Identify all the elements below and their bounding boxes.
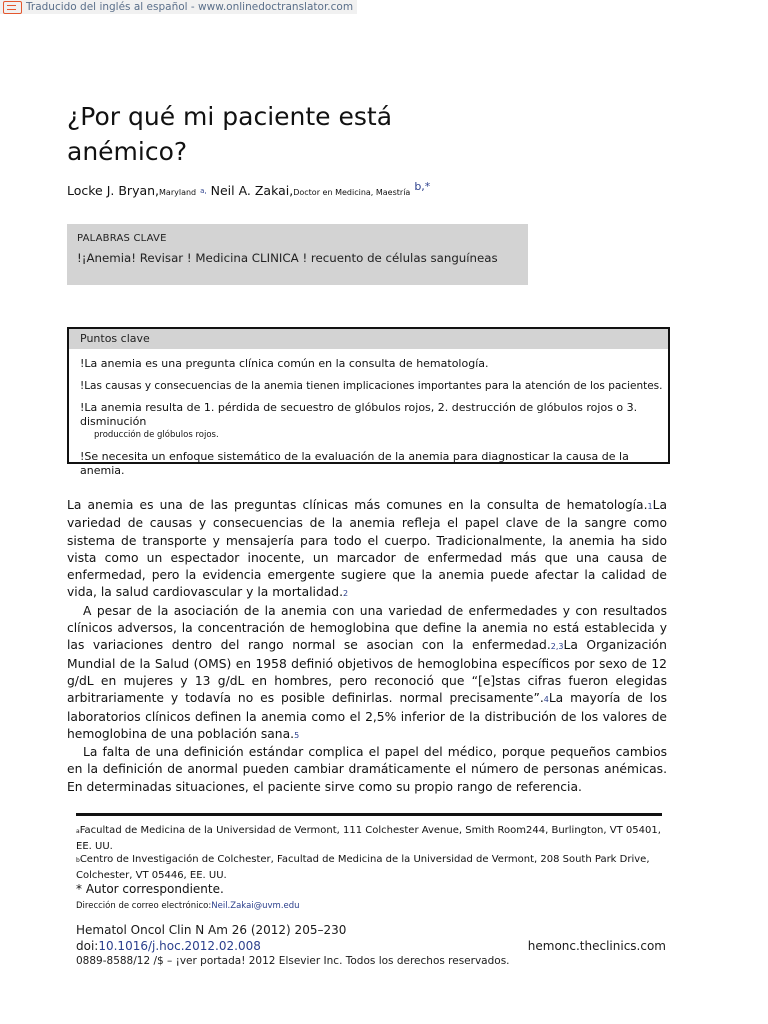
key-points-header: Puntos clave	[69, 329, 668, 349]
email-link[interactable]: Neil.Zakai@uvm.edu	[211, 901, 300, 911]
keywords-text: !¡Anemia! Revisar ! Medicina CLINICA ! recuento de células sanguíneas	[77, 251, 498, 265]
doi-link[interactable]: 10.1016/j.hoc.2012.02.008	[98, 938, 261, 953]
author-1-affiliation-mark[interactable]: a,	[200, 187, 207, 195]
article-title: ¿Por qué mi paciente está anémico?	[67, 101, 393, 166]
body-paragraph-1	[67, 497, 667, 603]
keywords-label: PALABRAS CLAVE	[77, 233, 167, 244]
reference-link-4[interactable]: 4	[543, 695, 549, 705]
keywords-box	[67, 224, 528, 285]
author-1-name: Locke J. Bryan,	[67, 183, 160, 198]
corresponding-author-star[interactable]: *	[424, 180, 431, 193]
translator-logo-icon	[3, 1, 22, 14]
reference-link-1[interactable]: 1	[647, 502, 653, 511]
reference-link-2[interactable]: 2	[343, 589, 349, 599]
body-p1-text-a: La anemia es una de las preguntas clínicas más comunes en la consulta de hematología.	[67, 498, 648, 512]
reference-link-2-3[interactable]: 2,3	[550, 642, 564, 652]
reference-link-5[interactable]: 5	[294, 730, 300, 740]
key-point-3-line-2: producción de glóbulos rojos.	[94, 430, 219, 440]
key-points-list	[69, 357, 668, 478]
copyright-line: 0889-8588/12 /$ – ¡ver portada! 2012 Elsevier Inc. Todos los derechos reservados.	[76, 955, 510, 967]
key-point-2: !Las causas y consecuencias de la anemia tienen implicaciones importantes para la atención de los pacientes.	[80, 380, 663, 392]
footnote-b-mark: b	[76, 857, 80, 864]
footnote-divider	[76, 813, 662, 816]
journal-info	[76, 923, 666, 970]
body-paragraph-2	[67, 603, 667, 744]
corresponding-author-note: * Autor correspondiente.	[76, 882, 224, 896]
journal-website[interactable]: hemonc.theclinics.com	[527, 938, 666, 953]
key-point-4: !Se necesita un enfoque sistemático de la evaluación de la anemia para diagnosticar la causa de la anemia.	[80, 450, 629, 477]
banner-text[interactable]: Traducido del inglés al español - www.onlinedoctranslator.com	[26, 1, 354, 13]
key-point-3	[80, 401, 668, 442]
footnote-affiliation-b	[76, 853, 666, 883]
doi-label: doi:	[76, 938, 99, 953]
body-paragraph-3: La falta de una definición estándar complica el papel del médico, porque pequeños cambios en la definición de anormal pueden cambiar dramáticamente el número de personas anémicas. En determinadas situaciones, el paciente sirve como su propio rango de referencia.	[67, 745, 667, 794]
body-p1-text-b: La variedad de causas y consecuencias de la anemia refleja el papel clave de la sangre como sistema de transporte y mensajería para todo el cuerpo. Tradicionalmente, la anemia ha sido vista como un espectador inocente, un marcador de enfermedad más que una causa de enfermedad, pero la evidencia emergente sugiere que la anemia puede afectar la calidad de vida, la salud cardiovascular y la mortalidad.	[67, 498, 667, 600]
key-point-1: !La anemia es una pregunta clínica común en la consulta de hematología.	[80, 357, 489, 370]
footnote-a-mark: a	[76, 828, 80, 835]
body-p2-text-c: La mayoría de los laboratorios clínicos definen la anemia como el 2,5% inferior de la distribución de los valores de hemoglobina de una población sana.	[67, 691, 668, 741]
journal-citation: Hematol Oncol Clin N Am 26 (2012) 205–230	[76, 923, 347, 937]
key-points-box	[67, 327, 670, 477]
translation-banner[interactable]	[0, 0, 357, 14]
author-1-degree: Maryland	[159, 188, 197, 197]
footnote-affiliation-a	[76, 824, 666, 854]
author-2-degree: Doctor en Medicina, Maestría	[293, 188, 411, 197]
author-2-affiliation-mark[interactable]: b,	[414, 180, 425, 193]
footnote-b-text: Centro de Investigación de Colchester, Facultad de Medicina de la Universidad de Vermont, 208 South Park Drive, Colchester, VT 05446, EE. UU.	[76, 854, 650, 881]
footnote-a-text: Facultad de Medicina de la Universidad de Vermont, 111 Colchester Avenue, Smith Room244, Burlington, VT 05401, EE. UU.	[76, 825, 661, 852]
body-p2-text-b: La Organización Mundial de la Salud (OMS) en 1958 definió objetivos de hemoglobina específicos por sexo de 12 g/dL en mujeres y 13 g/dL en hombres, pero reconoció que “[e]stas cifras fueron elegidas arbitrariamente y todavía no es posible definirlas. normal precisamente”.	[67, 638, 667, 706]
author-line	[67, 180, 430, 198]
article-body	[67, 497, 667, 796]
body-p2-text-a: A pesar de la asociación de la anemia con una variedad de enfermedades y con resultados clínicos adversos, la concentración de hemoglobina que define la anemia no está establecida y las variaciones dentro del rango normal se asocian con la enfermedad.	[67, 603, 667, 653]
key-point-3-line-1: !La anemia resulta de 1. pérdida de secuestro de glóbulos rojos, 2. destrucción de glóbulos rojos o 3. disminución	[80, 401, 638, 428]
author-2-name: Neil A. Zakai,	[210, 183, 294, 198]
email-line	[76, 899, 666, 914]
email-label: Dirección de correo electrónico:	[76, 901, 212, 911]
